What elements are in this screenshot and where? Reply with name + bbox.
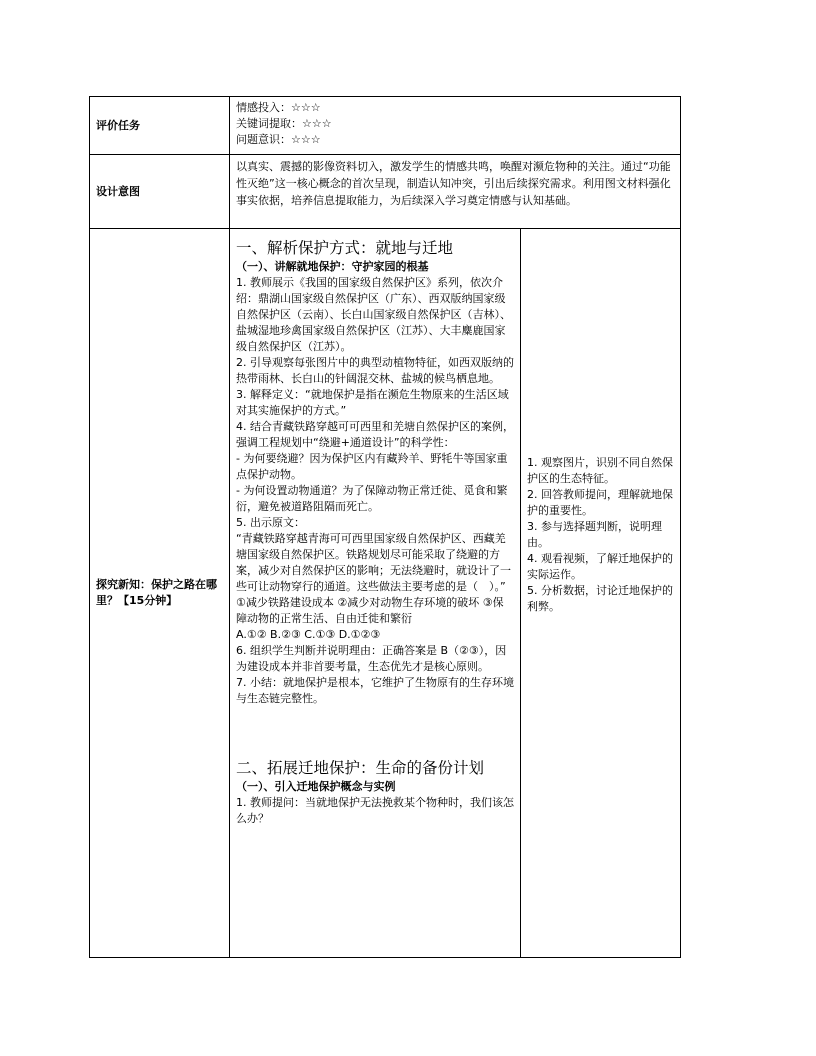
quote-options: ①减少铁路建设成本 ②减少对动物生存环境的破坏 ③保障动物的正常生活、自由迁徙和繁衍 (236, 596, 504, 625)
explore-row (90, 229, 681, 958)
teacher-activity (230, 229, 521, 958)
sub1-title: （一）、讲解就地保护：守护家园的根基 (236, 260, 429, 273)
student-item: 1. 观察图片，识别不同自然保护区的生态特征。 (527, 456, 673, 485)
student-item: 4. 观看视频，了解迁地保护的实际运作。 (527, 552, 673, 581)
paragraph-4a: - 为何要绕避？因为保护区内有藏羚羊、野牦牛等国家重点保护动物。 (236, 452, 508, 481)
paragraph-5: 5. 出示原文： (236, 516, 305, 529)
paragraph-7: 7. 小结：就地保护是根本，它维护了生物原有的生存环境与生态链完整性。 (236, 676, 514, 705)
spacer (236, 707, 514, 751)
evaluation-item: 情感投入：☆☆☆ (236, 101, 321, 114)
lesson-plan-table (89, 96, 681, 958)
section2-title: 二、拓展迁地保护：生命的备份计划 (236, 759, 485, 777)
design-label (90, 155, 230, 229)
evaluation-item: 问题意识：☆☆☆ (236, 133, 321, 146)
paragraph-1: 1. 教师展示《我国的国家级自然保护区》系列，依次介绍：鼎湖山国家级自然保护区（广东）、西双版纳国家级自然保护区（云南）、长白山国家级自然保护区（吉林）、盐城湿地珍禽国家级自然保护区（江苏）、大丰麋鹿国家级自然保护区（江苏）。 (236, 276, 511, 353)
design-content (230, 155, 681, 229)
paragraph-4b: - 为何设置动物通道？为了保障动物正常迁徙、觅食和繁衍，避免被道路阻隔而死亡。 (236, 484, 508, 513)
section1-title: 一、解析保护方式：就地与迁地 (236, 239, 454, 257)
sub2-title: （一）、引入迁地保护概念与实例 (236, 780, 396, 793)
design-label-text: 设计意图 (96, 184, 140, 198)
design-text: 以真实、震撼的影像资料切入，激发学生的情感共鸣，唤醒对濒危物种的关注。通过“功能性灭绝”这一核心概念的首次呈现，制造认知冲突，引出后续探究需求。利用图文材料强化事实依据，培养信息提取能力，为后续深入学习奠定情感与认知基础。 (236, 160, 671, 207)
evaluation-label (90, 97, 230, 155)
design-row (90, 155, 681, 229)
paragraph-4: 4. 结合青藏铁路穿越可可西里和羌塘自然保护区的案例，强调工程规划中“绕避+通道设计”的科学性： (236, 420, 514, 449)
paragraph-8: 1. 教师提问：当就地保护无法挽救某个物种时，我们该怎么办？ (236, 796, 514, 825)
evaluation-item: 关键词提取：☆☆☆ (236, 117, 332, 130)
student-item: 5. 分析数据，讨论迁地保护的利弊。 (527, 584, 673, 613)
student-activity (521, 229, 681, 958)
explore-label-text: 探究新知：保护之路在哪里？【15分钟】 (96, 578, 217, 607)
student-item: 2. 回答教师提问，理解就地保护的重要性。 (527, 488, 673, 517)
quote-choices: A.①② B.②③ C.①③ D.①②③ (236, 628, 381, 641)
paragraph-6: 6. 组织学生判断并说明理由：正确答案是 B（②③），因为建设成本并非首要考量，生态优先才是核心原则。 (236, 644, 507, 673)
paragraph-2: 2. 引导观察每张图片中的典型动植物特征，如西双版纳的热带雨林、长白山的针阔混交林、盐城的候鸟栖息地。 (236, 356, 514, 385)
evaluation-content (230, 97, 681, 155)
paragraph-3: 3. 解释定义：“就地保护是指在濒危生物原来的生活区域对其实施保护的方式。” (236, 388, 509, 417)
evaluation-row (90, 97, 681, 155)
student-item: 3. 参与选择题判断，说明理由。 (527, 520, 662, 549)
evaluation-label-text: 评价任务 (96, 118, 140, 132)
quote-text: “青藏铁路穿越青海可可西里国家级自然保护区、西藏羌塘国家级自然保护区。铁路规划尽可能采取了绕避的方案，减少对自然保护区的影响；无法绕避时，就设计了一些可让动物穿行的通道。这些做法主要考虑的是（ ）。” (236, 532, 511, 593)
explore-label (90, 229, 230, 958)
